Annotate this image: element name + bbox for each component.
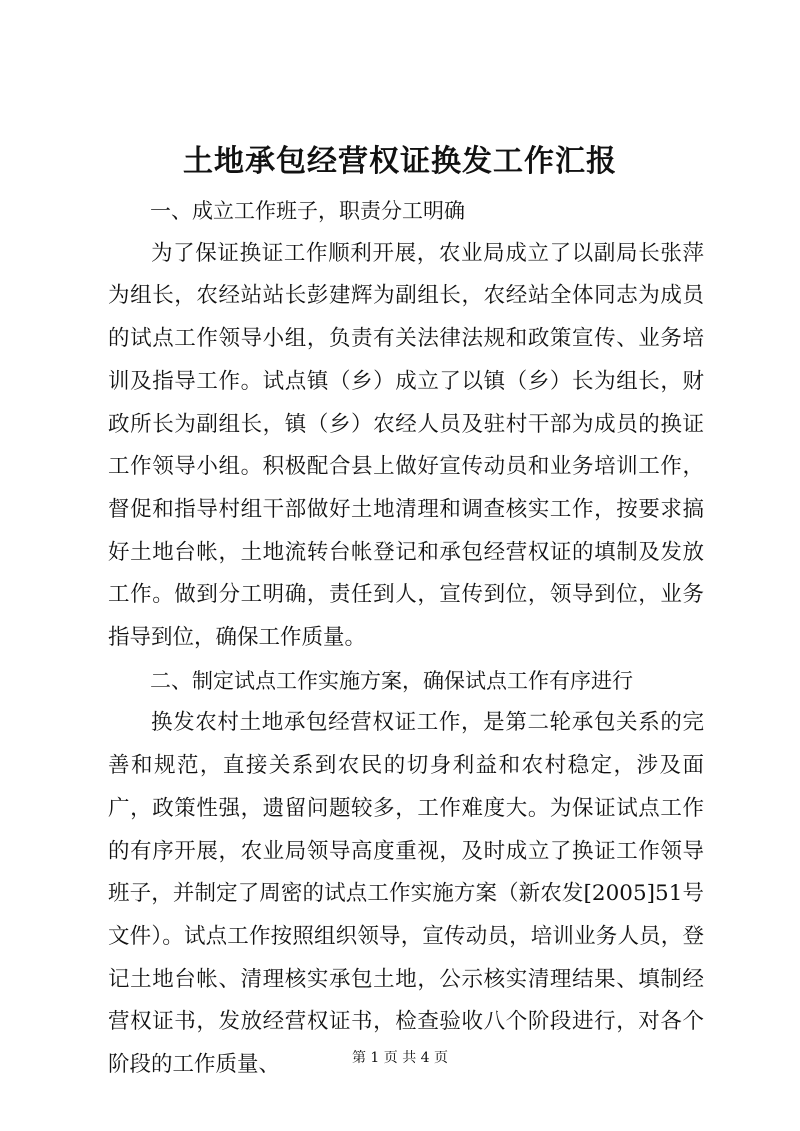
section-paragraph-1: 为了保证换证工作顺利开展，农业局成立了以副局长张萍为组长，农经站站长彭建辉为副组长，农经站全体同志为成员的试点工作领导小组，负责有关法律法规和政策宣传、业务培训及指导工作。试点镇（乡）成立了以镇（乡）长为组长，财政所长为副组长，镇（乡）农经人员及驻村干部为成员的换证工作领导小组。积极配合县上做好宣传动员和业务培训工作，督促和指导村组干部做好土地清理和调查核实工作，按要求搞好土地台帐，土地流转台帐登记和承包经营权证的填制及发放工作。做到分工明确，责任到人，宣传到位，领导到位，业务指导到位，确保工作质量。 [108, 240, 704, 651]
section-heading-1: 一、成立工作班子，职责分工明确 [150, 199, 465, 223]
page-footer: 第 1 页 共 4 页 [351, 1050, 449, 1066]
section-heading-2: 二、制定试点工作实施方案，确保试点工作有序进行 [150, 668, 633, 693]
document-body [108, 190, 704, 1087]
section-paragraph-2: 换发农村土地承包经营权证工作，是第二轮承包关系的完善和规范，直接关系到农民的切身利益和农村稳定，涉及面广，政策性强，遗留问题较多，工作难度大。为保证试点工作的有序开展，农业局领导高度重视，及时成立了换证工作领导班子，并制定了周密的试点工作实施方案（新农发[2005]51号文件）。试点工作按照组织领导，宣传动员，培训业务人员，登记土地台帐、清理核实承包土地，公示核实清理结果、填制经营权证书，发放经营权证书，检查验收八个阶段进行，对各个阶段的工作质量、 [108, 710, 704, 1078]
document-title: 土地承包经营权证换发工作汇报 [183, 144, 617, 179]
